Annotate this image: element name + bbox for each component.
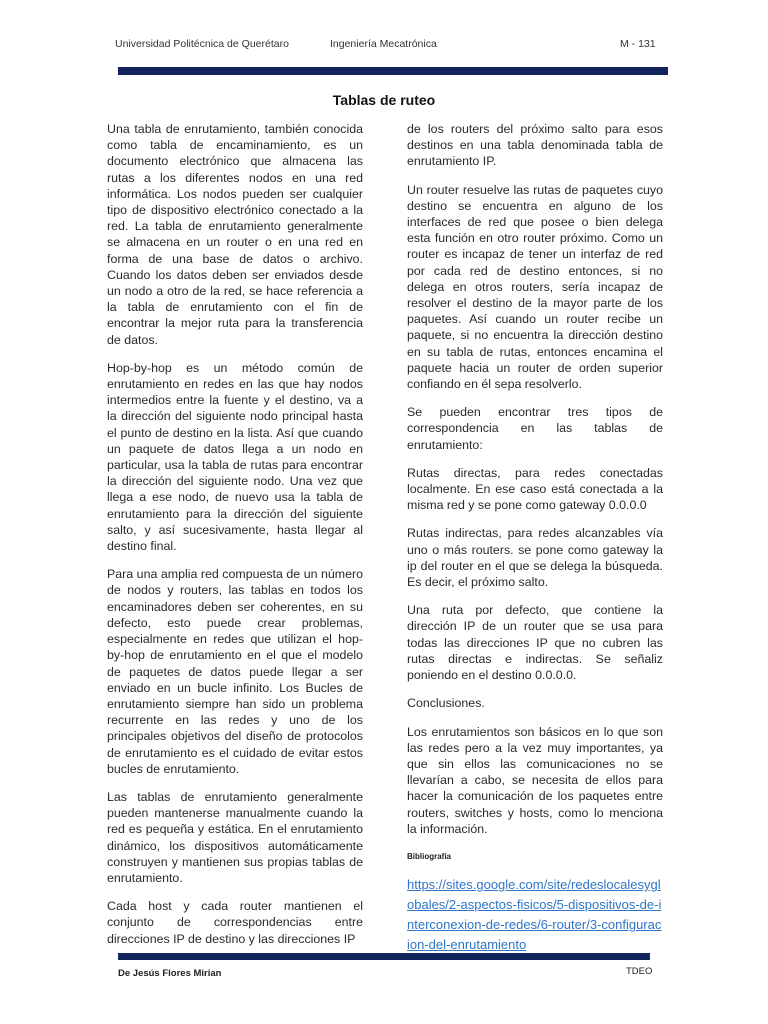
- paragraph: Cada host y cada router mantienen el conjunto de correspondencias entre direcciones IP de destino y las direcciones IP: [107, 899, 363, 946]
- paragraph: Una ruta por defecto, que contiene la dirección IP de un router que se usa para todas las direcciones IP que no cubren las rutas directas e indirectas. Se señaliz poniendo en el destino 0.0.0.0.: [407, 603, 663, 683]
- conclusions-heading: Conclusiones.: [407, 696, 485, 711]
- paragraph: Rutas directas, para redes conectadas localmente. En ese caso está conectada a la misma red y se pone como gateway 0.0.0.0: [407, 465, 663, 513]
- paragraph: Un router resuelve las rutas de paquetes cuyo destino se encuentra en alguno de los interfaces de red que posee o bien delega esta función en otro router próximo. Como un router es incapaz de tener un interfaz de red por cada red de destino entonces, si no delega en otros routers, sería incapaz de resolver el destino de la mayor parte de los paquetes. Así cuando un router recibe un paquete, si no encuentra la dirección destino en su tabla de rutas, entonces encamina el paquete hacia un router de orden superior confiando en él sepa resolverlo.: [407, 182, 663, 392]
- bibliography-link[interactable]: https://sites.google.com/site/redeslocalesyglobales/2-aspectos-fisicos/5-dispositivos-de-interconexion-de-redes/6-router/3-configuracion-del-enrutamiento: [407, 877, 662, 953]
- bibliography-label: Bibliografía: [407, 851, 452, 861]
- footer-author: De Jesús Flores Mirian: [118, 968, 222, 979]
- paragraph: Hop-by-hop es un método común de enrutamiento en redes en las que hay nodos intermedios entre la fuente y el destino, va a la dirección del siguiente nodo principal hasta el punto de destino en la lista. Así que cuando un paquete de datos llega a un nodo en particular, usa la tabla de rutas para encontrar la dirección del siguiente nodo. Una vez que llega a ese nodo, de nuevo usa la tabla de enrutamiento para la dirección del siguiente salto, y así sucesivamente, hasta llegar al destino final.: [107, 360, 363, 554]
- header-rule: [118, 67, 668, 75]
- paragraph: de los routers del próximo salto para esos destinos en una tabla denominada tabla de enrutamiento IP.: [407, 122, 663, 169]
- paragraph: Rutas indirectas, para redes alcanzables vía uno o más routers. se pone como gateway la ip del router en el que se delega la búsqueda. Es decir, el próximo salto.: [407, 526, 663, 590]
- paragraph: Los enrutamientos son básicos en lo que son las redes pero a la vez muy importantes, ya que sin ellos las comunicaciones no se llevarían a cabo, se necesita de ellos para hacer la comunicación de los paquetes entre routers, switches y hosts, como lo menciona la información.: [407, 724, 663, 836]
- left-column: [107, 121, 363, 959]
- footer-rule: [118, 953, 650, 960]
- paragraph: Para una amplia red compuesta de un número de nodos y routers, las tablas en todos los encaminadores deben ser coherentes, en su defecto, esto puede crear problemas, especialmente en redes que utilizan el hop-by-hop de enrutamiento en el que el modelo de paquetes de datos puede llegar a ser enviado en un bucle infinito. Los Bucles de enrutamiento siempre han sido un problema recurrente en las redes y uno de los principales objetivos del diseño de protocolos de enrutamiento es el cuidado de evitar estos bucles de enrutamiento.: [107, 567, 363, 776]
- footer-code: TDEO: [626, 966, 653, 977]
- right-column: [407, 121, 663, 955]
- header-page-code: M - 131: [620, 38, 656, 50]
- page-title: Tablas de ruteo: [332, 92, 436, 108]
- paragraph: Las tablas de enrutamiento generalmente pueden mantenerse manualmente cuando la red es pequeña y estática. En el enrutamiento dinámico, los dispositivos automáticamente construyen y mantienen sus propias tablas de enrutamiento.: [107, 789, 363, 885]
- header-program: Ingeniería Mecatrónica: [330, 38, 437, 50]
- paragraph: Una tabla de enrutamiento, también conocida como tabla de encaminamiento, es un documento electrónico que almacena las rutas a los diferentes nodos en una red informática. Los nodos pueden ser cualquier tipo de dispositivo electrónico conectado a la red. La tabla de enrutamiento generalmente se almacena en un router o en una red en forma de una base de datos o archivo. Cuando los datos deben ser enviados desde un nodo a otro de la red, se hace referencia a la tabla de enrutamiento con el fin de encontrar la mejor ruta para la transferencia de datos.: [107, 122, 363, 347]
- paragraph: Se pueden encontrar tres tipos de correspondencia en las tablas de enrutamiento:: [407, 405, 663, 452]
- header-university: Universidad Politécnica de Querétaro: [115, 38, 289, 50]
